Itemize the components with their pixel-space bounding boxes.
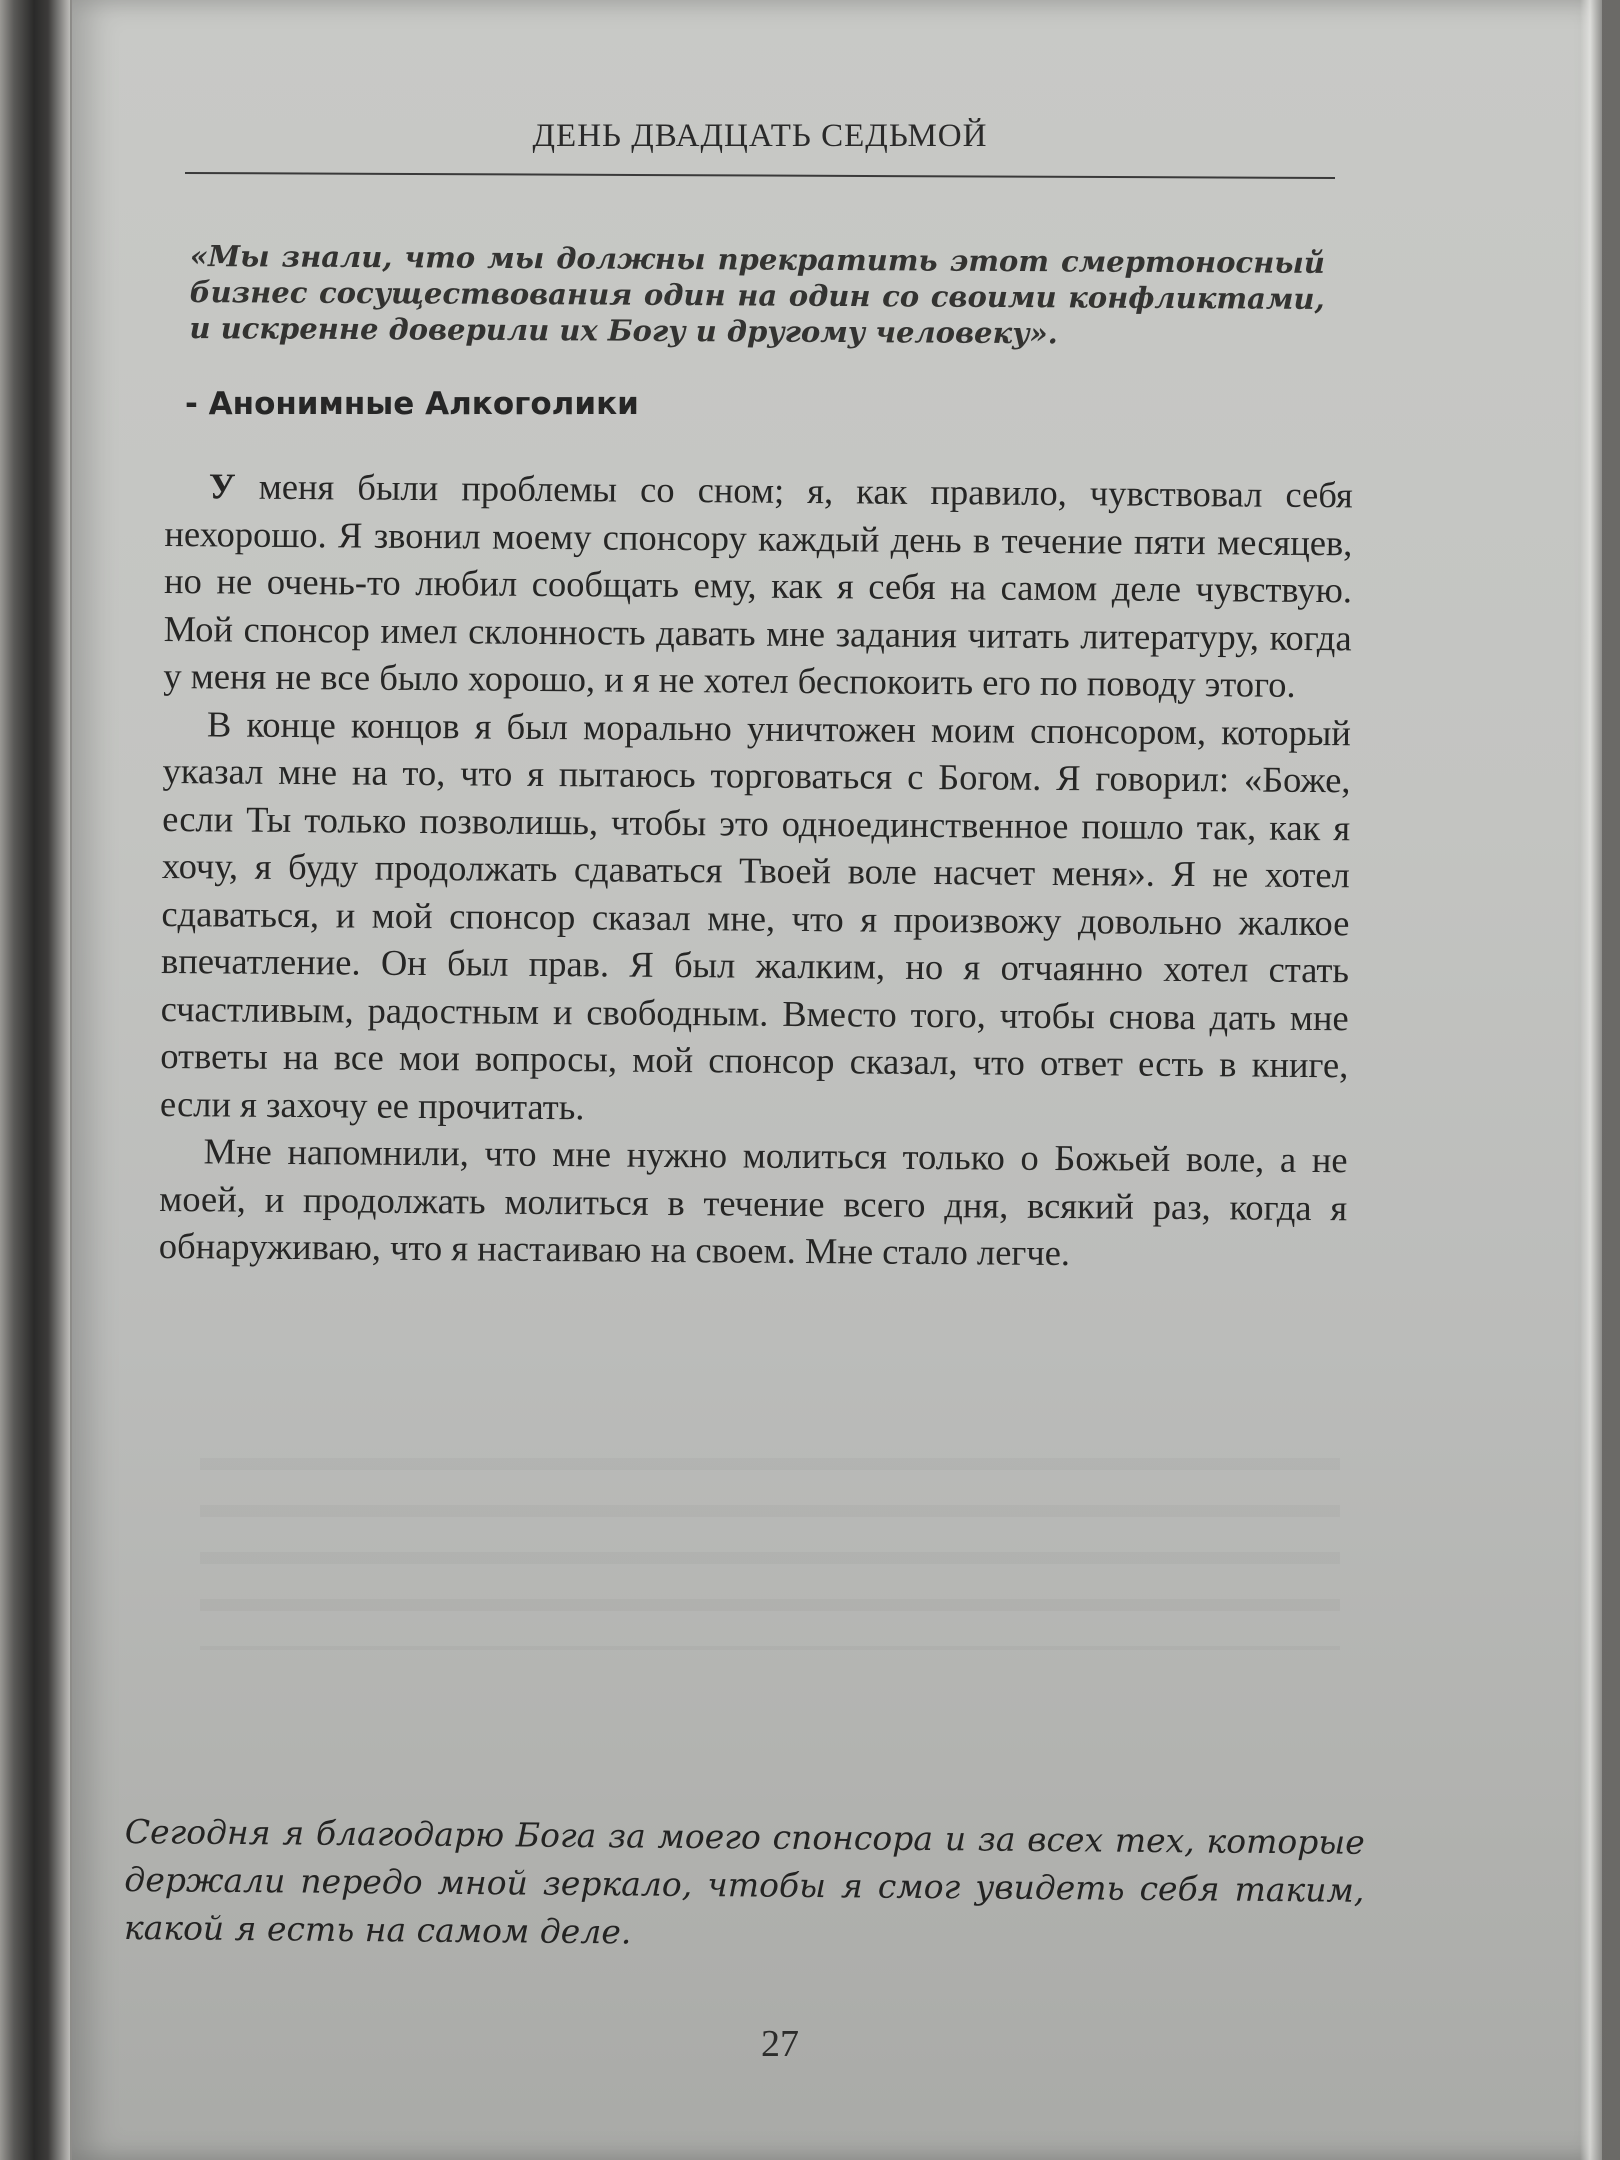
body-paragraph: В конце концов я был морально уничтожен моим спонсором, который указал мне на то, что я пытаюсь торговаться с Богом. Я говорил: «Боже, если Ты только позволишь, чтобы это одноединственное пошло так, как я хочу, я буду продолжать сдаваться Твоей воле насчет меня». Я не хотел сдаваться, и мой спонсор сказал мне, что я произвожу довольно жалкое впечатление. Он был прав. Я был жалким, но я отчаянно хотел стать счастливым, радостным и свободным. Вместо того, чтобы снова дать мне ответы на все мои вопросы, мой спонсор сказал, что ответ есть в книге, если я захочу ее прочитать. <box>159 702 1352 1127</box>
page-number: 27 <box>761 2023 799 2065</box>
epigraph-quote: «Мы знали, что мы должны прекратить этот смертоносный бизнес сосуществования один на один со своими конфликтами, и искренне доверили их Богу и другому человеку». <box>189 238 1325 351</box>
body-paragraph: У меня были проблемы со сном; я, как правило, чувствовал себя нехорошо. Я звонил моему спонсору каждый день в течение пяти месяцев, но не очень-то любил сообщать ему, как я себя на самом деле чувствую. Мой спонсор имел склонность давать мне задания читать литературу, когда у меня не все было хорошо, и я не хотел беспокоить его по поводу этого. <box>163 465 1353 705</box>
body-text <box>159 462 1353 1279</box>
show-through-text <box>200 1440 1340 1650</box>
epigraph-source: - Анонимные Алкоголики <box>185 386 639 422</box>
book-spine <box>0 0 70 2160</box>
running-header: ДЕНЬ ДВАДЦАТЬ СЕДЬМОЙ <box>532 118 988 154</box>
page-edge <box>1580 0 1602 2160</box>
body-paragraph: Мне напомнили, что мне нужно молиться только о Божьей воле, а не моей, и продолжать молиться в течение всего дня, всякий раз, когда я обнаруживаю, что я настаиваю на своем. Мне стало легче. <box>158 1130 1348 1274</box>
daily-meditation: Сегодня я благодарю Бога за моего спонсора и за всех тех, которые держали передо мной зеркало, чтобы я смог увидеть себя таким, какой я есть на самом деле. <box>123 1811 1365 1952</box>
